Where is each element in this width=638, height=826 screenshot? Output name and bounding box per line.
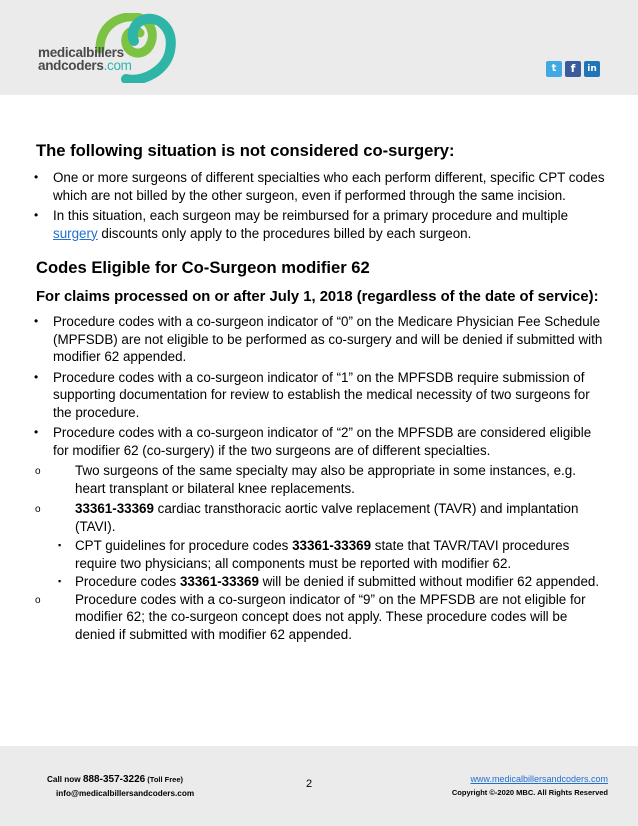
procedure-code: 33361-33369 xyxy=(179,574,259,589)
claims-subheading: For claims processed on or after July 1, 2018 (regardless of the date of service): xyxy=(36,289,599,305)
company-logo-text xyxy=(38,46,132,72)
tavr-sublist xyxy=(36,537,606,591)
list-item: • In this situation, each surgeon may be reimbursed for a primary procedure and multiple surgery discounts only apply to the procedures billed by each surgeon. xyxy=(36,207,606,242)
footer-contact: Call now 888-357-3226 (Toll Free) info@medicalbillersandcoders.com xyxy=(47,773,194,801)
logo-line-1: medicalbillers xyxy=(38,45,124,60)
list-item: o 33361-33369 cardiac transthoracic aortic valve replacement (TAVR) and implantation (TAVI). xyxy=(36,500,606,535)
list-item: ▪ CPT guidelines for procedure codes 33361-33369 state that TAVR/TAVI procedures require two physicians; all components must be reported with modifier 62. xyxy=(36,537,606,572)
twitter-icon[interactable]: t xyxy=(546,61,562,77)
facebook-icon[interactable]: f xyxy=(565,61,581,77)
website-link[interactable]: www.medicalbillersandcoders.com xyxy=(470,774,608,784)
list-item: o Two surgeons of the same specialty may also be appropriate in some instances, e.g. heart transplant or bilateral knee replacements. xyxy=(36,462,606,497)
procedure-code: 33361-33369 xyxy=(292,538,372,553)
procedure-code: 33361-33369 xyxy=(75,501,154,516)
list-item: • One or more surgeons of different specialties who each perform different, specific CPT codes which are not billed by the other surgeon, even if performed through the same incision. xyxy=(36,169,606,204)
surgery-link[interactable]: surgery xyxy=(53,225,98,241)
linkedin-icon[interactable]: in xyxy=(584,61,600,77)
document-body xyxy=(36,140,606,643)
phone-number[interactable]: 888-357-3226 xyxy=(82,774,146,785)
footer-email[interactable]: info@medicalbillersandcoders.com xyxy=(56,789,195,798)
indicator-2-sublist xyxy=(36,462,606,535)
section-heading-not-cosurgery: The following situation is not considered co-surgery: xyxy=(36,141,455,160)
logo-line-2: andcoders.com xyxy=(38,58,132,73)
list-item: • Procedure codes with a co-surgeon indicator of “2” on the MPFSDB are considered eligible for modifier 62 (co-surgery) if the two surgeons are of different specialties. xyxy=(36,424,606,459)
list-item: • Procedure codes with a co-surgeon indicator of “1” on the MPFSDB require submission of supporting documentation for review to establish the medical necessity of two surgeons for the procedure. xyxy=(36,369,606,422)
section-heading-modifier-62: Codes Eligible for Co-Surgeon modifier 62 xyxy=(36,258,370,277)
list-item: o Procedure codes with a co-surgeon indicator of “9” on the MPFSDB are not eligible for modifier 62; the co-surgeon concept does not apply. These procedure codes will be denied if submitted with modifier 62 appended. xyxy=(36,591,606,644)
cosurgeon-indicator-list xyxy=(36,313,606,459)
list-item: ▪ Procedure codes 33361-33369 will be denied if submitted without modifier 62 appended. xyxy=(36,573,606,591)
list-item: • Procedure codes with a co-surgeon indicator of “0” on the Medicare Physician Fee Schedule (MPFSDB) are not eligible to be performed as co-surgery and will be denied if submitted with modifier 62 appended. xyxy=(36,313,606,366)
indicator-9-sublist xyxy=(36,591,606,644)
copyright-text: Copyright ©-2020 MBC. All Rights Reserved xyxy=(451,788,608,797)
footer-site-info xyxy=(452,772,608,800)
page-number: 2 xyxy=(306,778,313,790)
not-cosurgery-list xyxy=(36,169,606,242)
page-header xyxy=(0,0,638,95)
